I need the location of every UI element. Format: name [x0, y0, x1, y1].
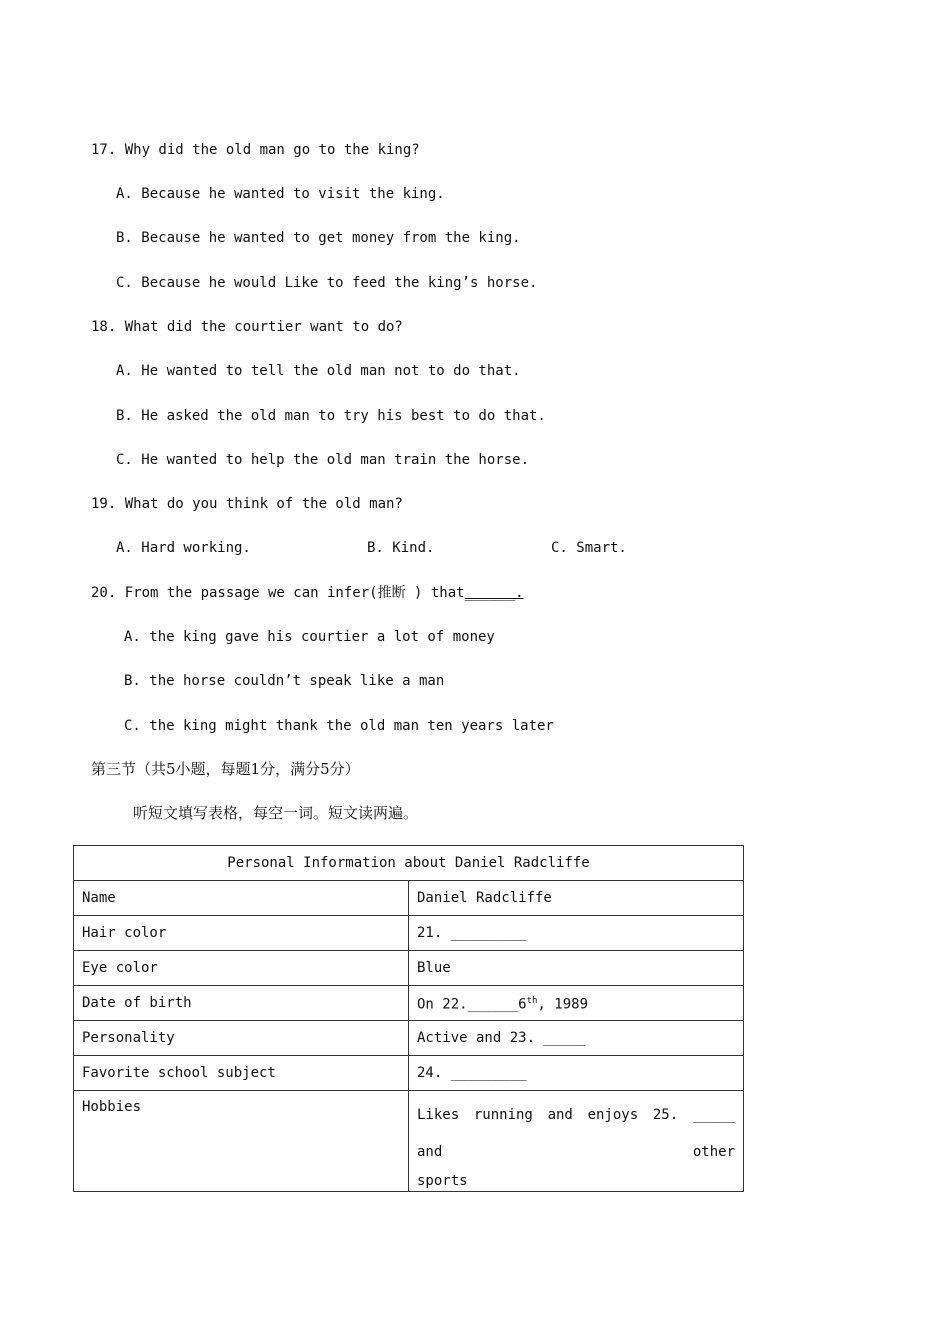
table-row: [74, 881, 744, 916]
question-17-option-a: A. Because he wanted to visit the king.: [116, 186, 445, 202]
hobbies-line-2: sports: [417, 1173, 468, 1189]
hobbies-line-1: Likes running and enjoys 25. _____ and other: [417, 1107, 735, 1160]
row-value-eye-color: Blue: [409, 951, 744, 986]
question-17: 17. Why did the old man go to the king?: [91, 142, 420, 158]
row-label-eye-color: Eye color: [74, 951, 409, 986]
row-value-hair-color: 21. _________: [409, 916, 744, 951]
question-20-text: 20. From the passage we can infer(推断 ) that: [91, 585, 465, 601]
table-title: Personal Information about Daniel Radcliffe: [74, 846, 744, 881]
question-20-option-a: A. the king gave his courtier a lot of money: [124, 629, 495, 645]
question-19-option-a: A. Hard working.: [116, 540, 251, 556]
table-row: [74, 986, 744, 1021]
row-value-favorite-subject: 24. _________: [409, 1056, 744, 1091]
row-label-hobbies: Hobbies: [74, 1091, 409, 1192]
row-label-personality: Personality: [74, 1021, 409, 1056]
table-title-row: [74, 846, 744, 881]
section-3-instruction: 听短文填写表格，每空一词。短文读两遍。: [133, 804, 419, 822]
table-row: [74, 1056, 744, 1091]
question-18: 18. What did the courtier want to do?: [91, 319, 403, 335]
section-3-heading: 第三节（共5小题，每题1分，满分5分）: [91, 760, 360, 778]
question-19-option-b: B. Kind.: [367, 540, 435, 556]
row-value-name: Daniel Radcliffe: [409, 881, 744, 916]
date-of-birth-prefix: On 22.______6: [417, 996, 527, 1013]
question-18-option-a: A. He wanted to tell the old man not to do that.: [116, 363, 521, 379]
date-of-birth-ordinal: th: [526, 996, 538, 1007]
personal-info-table: [73, 845, 744, 1192]
question-17-option-c: C. Because he would Like to feed the king’s horse.: [116, 275, 538, 291]
row-label-date-of-birth: Date of birth: [74, 986, 409, 1021]
question-19: 19. What do you think of the old man?: [91, 496, 403, 512]
question-19-option-c: C. Smart.: [551, 540, 627, 556]
row-value-hobbies: [409, 1091, 744, 1192]
question-20-option-c: C. the king might thank the old man ten years later: [124, 718, 554, 734]
date-of-birth-year: , 1989: [537, 996, 588, 1013]
row-label-favorite-subject: Favorite school subject: [74, 1056, 409, 1091]
row-label-hair-color: Hair color: [74, 916, 409, 951]
question-18-option-b: B. He asked the old man to try his best to do that.: [116, 408, 546, 424]
question-18-option-c: C. He wanted to help the old man train the horse.: [116, 452, 530, 468]
row-value-personality: Active and 23. _____: [409, 1021, 744, 1056]
question-20: [91, 583, 524, 603]
table-row: [74, 1091, 744, 1192]
question-20-option-b: B. the horse couldn’t speak like a man: [124, 673, 445, 689]
table-row: [74, 916, 744, 951]
row-label-name: Name: [74, 881, 409, 916]
row-value-date-of-birth: [409, 986, 744, 1021]
question-20-blank: ______.: [464, 585, 524, 601]
table-row: [74, 951, 744, 986]
table-row: [74, 1021, 744, 1056]
question-17-option-b: B. Because he wanted to get money from the king.: [116, 230, 521, 246]
